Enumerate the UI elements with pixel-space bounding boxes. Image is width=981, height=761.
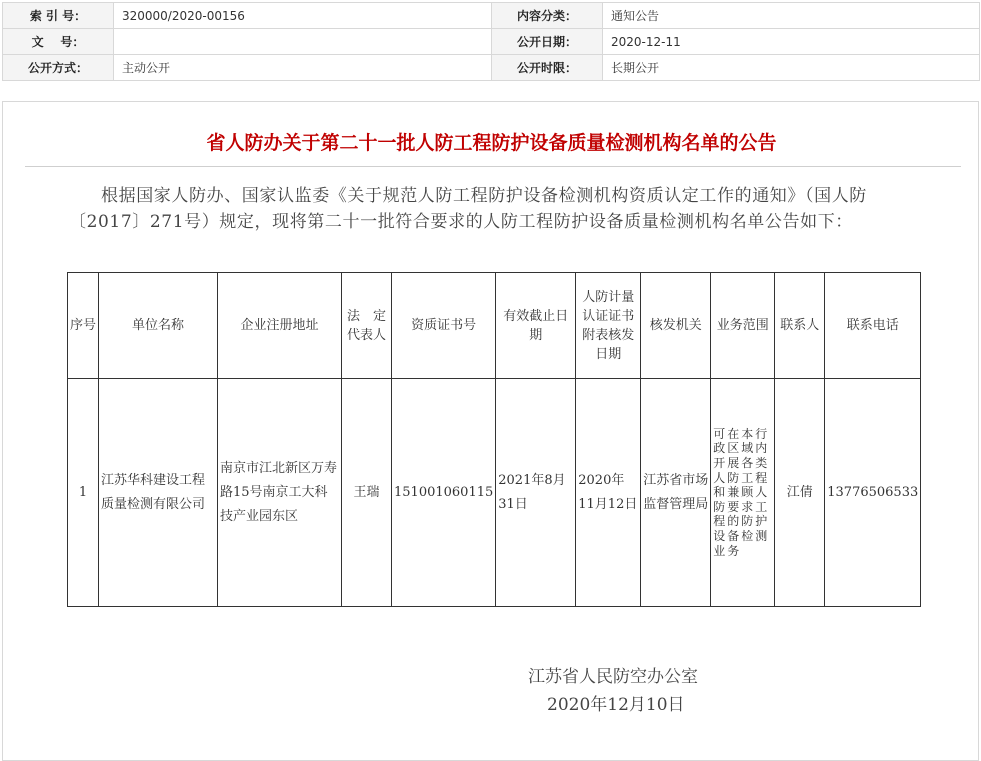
institution-table [67, 272, 921, 607]
signature-date: 2020年12月10日 [547, 695, 685, 715]
category-value: 通知公告 [603, 3, 980, 29]
cell-cert-no: 151001060115 [392, 379, 496, 607]
cell-contact: 江倩 [775, 379, 825, 607]
period-value: 长期公开 [603, 55, 980, 81]
meta-row [3, 3, 980, 29]
date-label: 公开日期： [492, 29, 603, 55]
cell-issue-date: 2020年11月12日 [576, 379, 641, 607]
cell-phone: 13776506533 [825, 379, 921, 607]
cell-index: 1 [68, 379, 99, 607]
table-header-row [68, 273, 921, 379]
article-container [2, 101, 979, 761]
col-header-index: 序号 [68, 273, 99, 379]
title-divider [25, 166, 961, 167]
col-header-phone: 联系电话 [825, 273, 921, 379]
date-value: 2020-12-11 [603, 29, 980, 55]
meta-row [3, 29, 980, 55]
cell-scope: 可在本行政区域内开展各类人防工程和兼顾人防要求工程的防护设备检测业务 [711, 379, 775, 607]
method-label: 公开方式： [3, 55, 114, 81]
col-header-expiry: 有效截止日期 [496, 273, 576, 379]
col-header-name: 单位名称 [99, 273, 218, 379]
intro-paragraph: 根据国家人防办、国家认监委《关于规范人防工程防护设备检测机构资质认定工作的通知》（国人防〔2017〕271号）规定，现将第二十一批符合要求的人防工程防护设备质量检测机构名单公告如下： [69, 186, 867, 232]
index-label: 索 引 号： [3, 3, 114, 29]
index-value: 320000/2020-00156 [114, 3, 492, 29]
col-header-contact: 联系人 [775, 273, 825, 379]
table-row [68, 379, 921, 607]
signature-org: 江苏省人民防空办公室 [528, 667, 698, 687]
col-header-cert-no: 资质证书号 [392, 273, 496, 379]
document-meta-table [2, 2, 980, 81]
docno-label: 文 号： [3, 29, 114, 55]
method-value: 主动公开 [114, 55, 492, 81]
period-label: 公开时限： [492, 55, 603, 81]
article-body [69, 183, 924, 235]
docno-value [114, 29, 492, 55]
category-label: 内容分类： [492, 3, 603, 29]
cell-name: 江苏华科建设工程质量检测有限公司 [99, 379, 218, 607]
col-header-scope: 业务范围 [711, 273, 775, 379]
meta-row [3, 55, 980, 81]
cell-address: 南京市江北新区万寿路15号南京工大科技产业园东区 [218, 379, 342, 607]
cell-expiry: 2021年8月31日 [496, 379, 576, 607]
article-title: 省人防办关于第二十一批人防工程防护设备质量检测机构名单的公告 [206, 132, 777, 154]
cell-legal-rep: 王瑞 [342, 379, 392, 607]
cell-authority: 江苏省市场监督管理局 [641, 379, 711, 607]
col-header-address: 企业注册地址 [218, 273, 342, 379]
col-header-issue-date: 人防计量认证证书附表核发日期 [576, 273, 641, 379]
col-header-authority: 核发机关 [641, 273, 711, 379]
col-header-legal-rep: 法 定代表人 [342, 273, 392, 379]
